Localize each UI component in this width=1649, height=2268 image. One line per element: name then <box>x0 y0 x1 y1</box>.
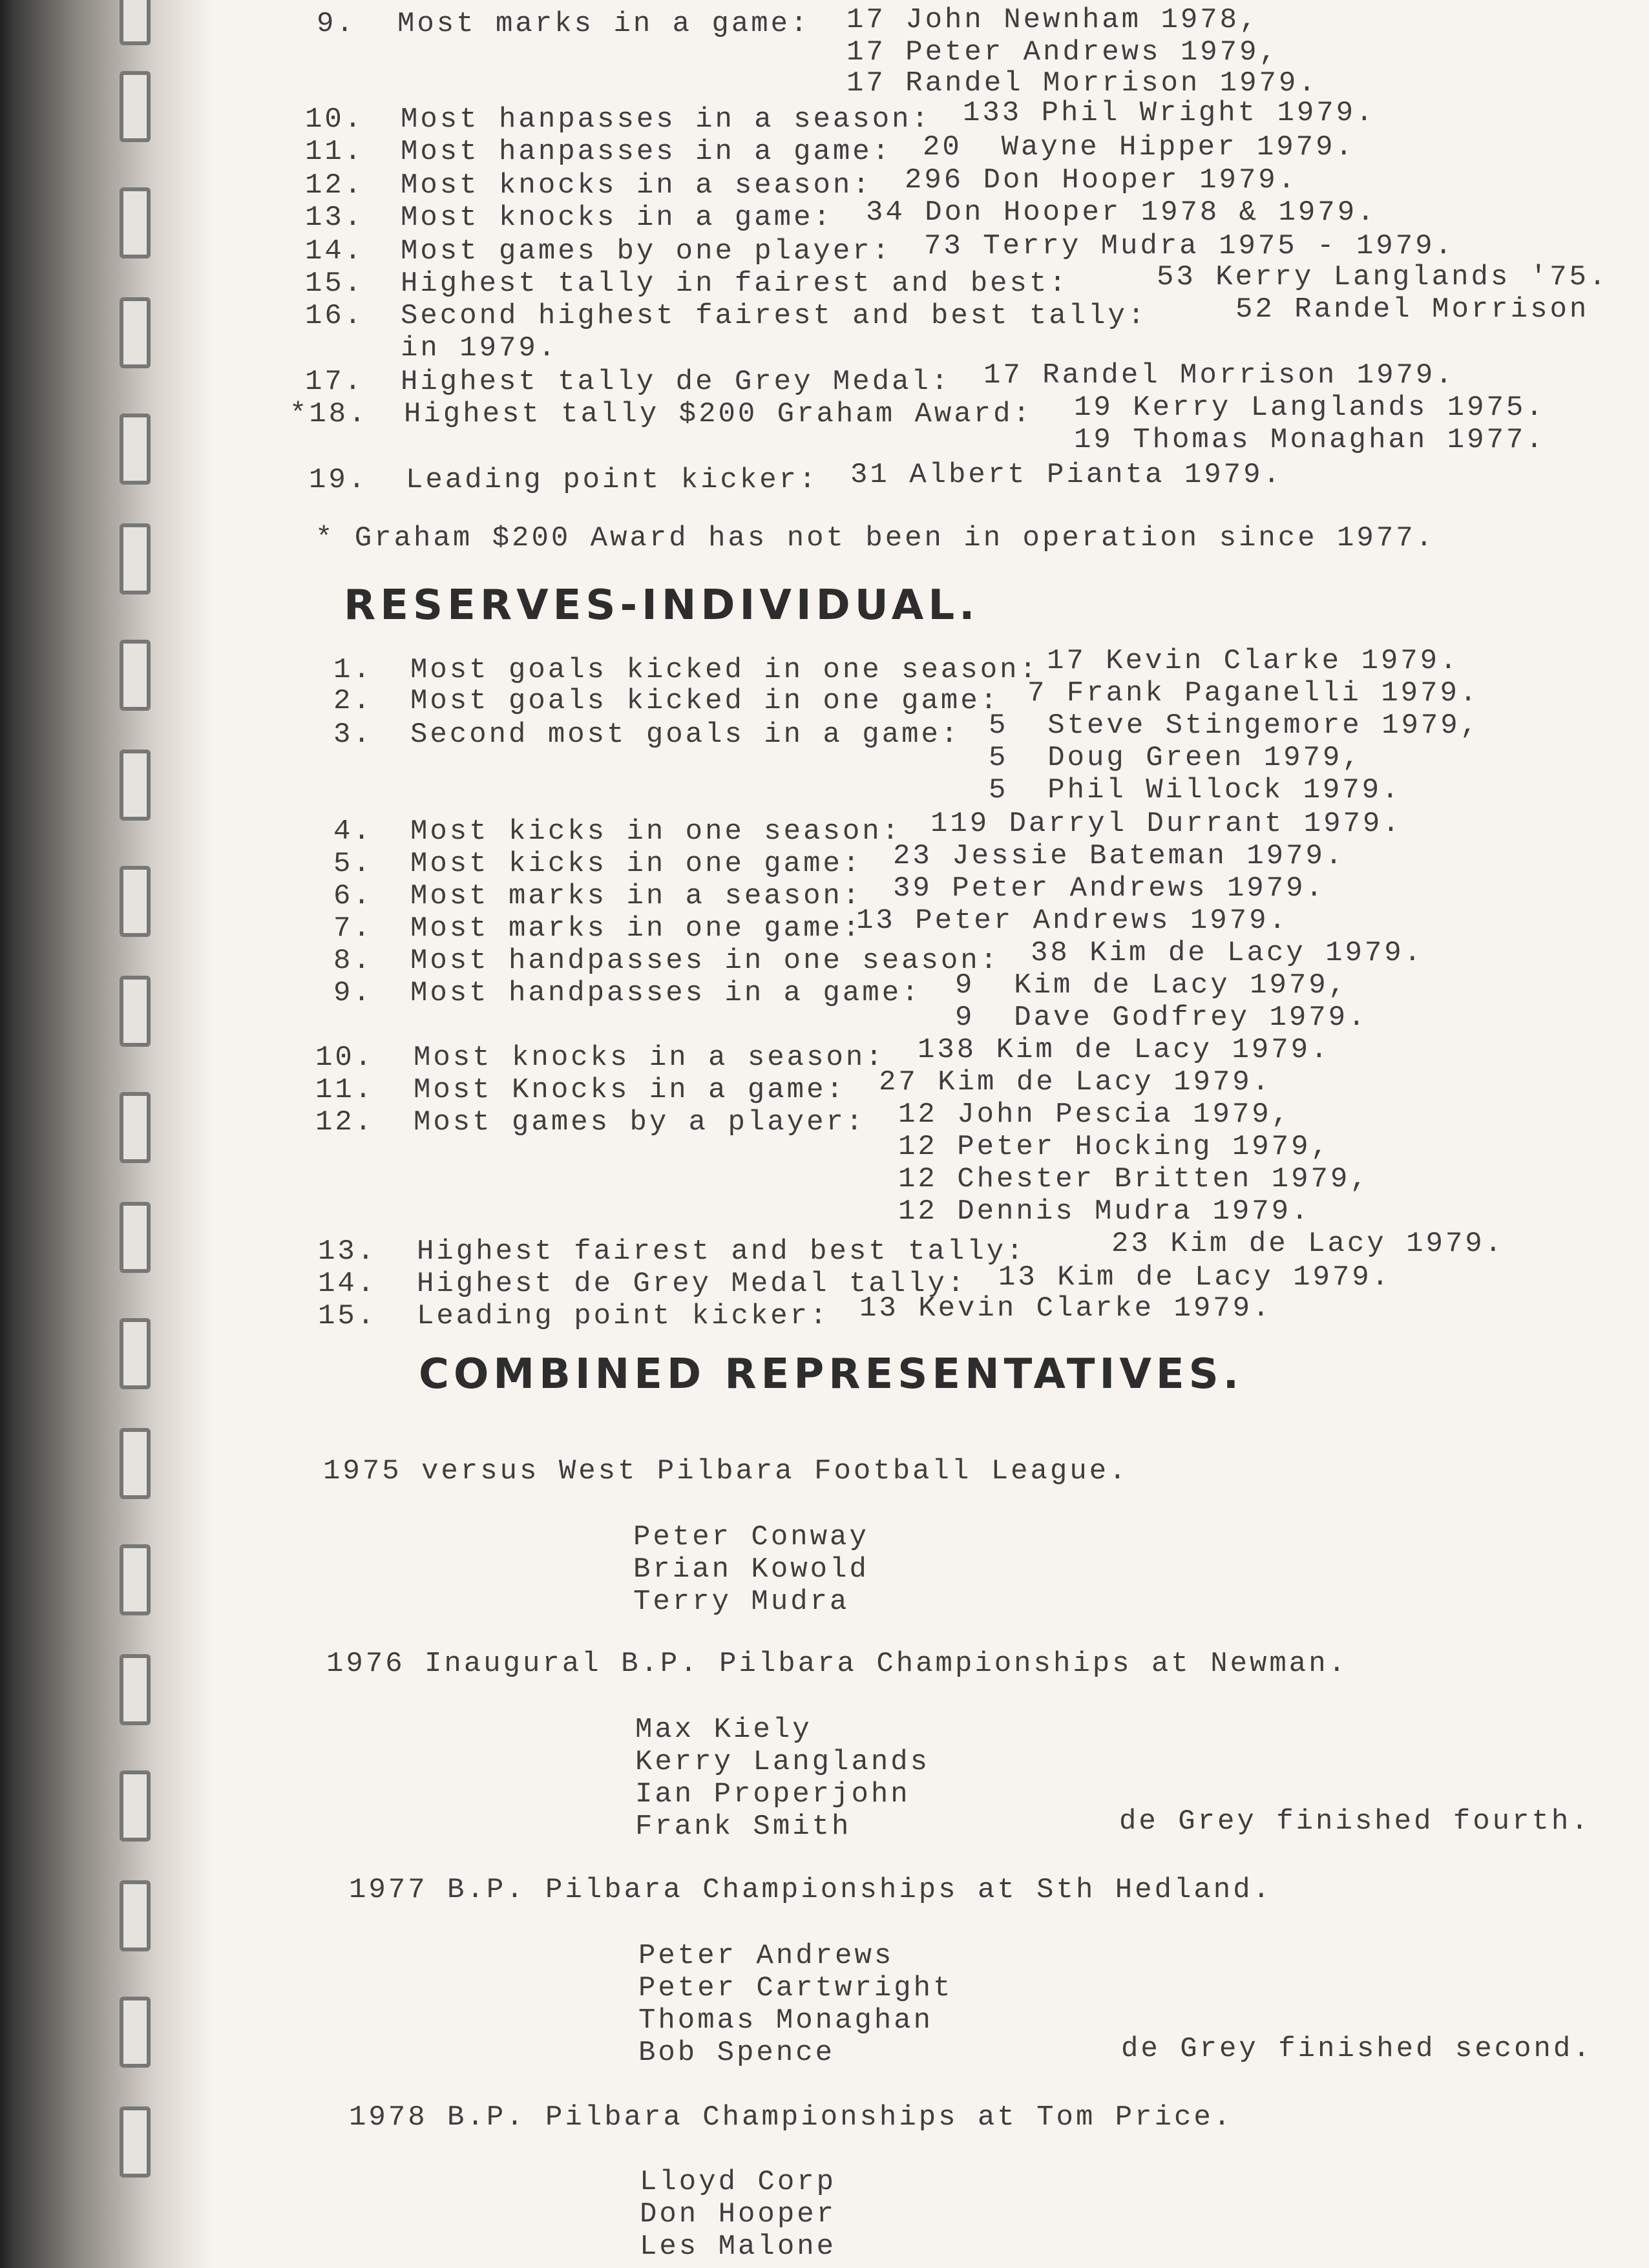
record-number: 7. <box>333 912 373 945</box>
rep-event-title: 1978 B.P. Pilbara Championships at Tom Price. <box>349 2101 1234 2134</box>
record-label: Most knocks in a season: <box>401 169 872 202</box>
record-value: 12 John Pescia 1979, <box>898 1098 1292 1131</box>
record-number: 14. <box>318 1268 377 1300</box>
record-label: Most marks in a season: <box>410 880 863 912</box>
rep-player: Lloyd Corp <box>640 2166 837 2198</box>
record-label: Most marks in a game: <box>397 8 810 40</box>
binding-ring <box>120 0 151 45</box>
binding-ring <box>120 750 151 821</box>
record-number: 11. <box>305 136 364 168</box>
rep-player: Don Hooper <box>640 2198 837 2231</box>
record-number: 19. <box>309 464 368 496</box>
record-number: 9. <box>317 8 356 40</box>
record-label: Highest tally $200 Graham Award: <box>404 398 1033 430</box>
record-value: 12 Dennis Mudra 1979. <box>898 1195 1311 1228</box>
record-label: Most kicks in one game: <box>410 848 863 880</box>
record-value: 53 Kerry Langlands '75. <box>1157 261 1609 293</box>
binding-ring <box>120 1544 151 1615</box>
record-value: 19 Kerry Langlands 1975. <box>1074 392 1546 424</box>
rep-player: Brian Kowold <box>633 1553 869 1586</box>
record-value: 17 Randel Morrison 1979. <box>846 67 1318 100</box>
record-value: 7 Frank Paganelli 1979. <box>1027 677 1480 709</box>
binding-ring <box>120 1770 151 1842</box>
binding-ring <box>120 71 151 142</box>
record-value: 23 Jessie Bateman 1979. <box>893 840 1345 872</box>
binding-ring <box>120 414 151 485</box>
record-value: 23 Kim de Lacy 1979. <box>1111 1228 1505 1260</box>
record-value: 73 Terry Mudra 1975 - 1979. <box>924 230 1455 262</box>
binding-ring <box>120 187 151 258</box>
binding-ring <box>120 1880 151 1951</box>
record-label: Most hanpasses in a season: <box>401 103 931 136</box>
rep-event-title: 1977 B.P. Pilbara Championships at Sth Hedland. <box>349 1874 1273 1906</box>
record-label: Most games by a player: <box>414 1106 866 1139</box>
record-number: 6. <box>333 880 373 912</box>
record-value: 17 Randel Morrison 1979. <box>983 359 1455 392</box>
rep-player: Bob Spence <box>638 2037 835 2069</box>
record-label: Highest tally in fairest and best: <box>401 268 1069 300</box>
record-value: 13 Peter Andrews 1979. <box>856 905 1288 937</box>
rep-player: Peter Andrews <box>638 1940 894 1972</box>
record-value: 39 Peter Andrews 1979. <box>893 872 1325 905</box>
record-number: 2. <box>333 685 373 717</box>
record-continuation: in 1979. <box>401 332 558 364</box>
rep-player: Peter Cartwright <box>638 1972 953 2004</box>
record-value: 17 Peter Andrews 1979, <box>846 36 1279 68</box>
record-label: Most goals kicked in one season: <box>410 654 1039 686</box>
record-value: 27 Kim de Lacy 1979. <box>879 1066 1272 1098</box>
record-number: 8. <box>333 945 373 977</box>
record-value: 20 Wayne Hipper 1979. <box>923 131 1355 163</box>
rep-player: Frank Smith <box>635 1811 852 1843</box>
record-number: 5. <box>333 848 373 880</box>
spiral-binding <box>120 0 158 2268</box>
record-value: 17 John Newnham 1978, <box>846 4 1259 36</box>
binding-ring <box>120 976 151 1047</box>
record-label: Most handpasses in one season: <box>410 945 1000 977</box>
binding-ring <box>120 866 151 937</box>
record-value: 12 Chester Britten 1979, <box>898 1163 1370 1195</box>
record-number: 3. <box>333 719 373 751</box>
binding-ring <box>120 523 151 594</box>
record-value: 138 Kim de Lacy 1979. <box>918 1034 1330 1066</box>
binding-ring <box>120 1092 151 1163</box>
record-value: 119 Darryl Durrant 1979. <box>930 808 1402 840</box>
reserves-heading: RESERVES-INDIVIDUAL. <box>344 582 980 629</box>
record-label: Most kicks in one season: <box>410 815 902 848</box>
binding-ring <box>120 1997 151 2068</box>
record-number: *18. <box>289 398 368 430</box>
record-label: Most handpasses in a game: <box>410 977 921 1009</box>
page-binding-shadow <box>0 0 213 2268</box>
record-label: Leading point kicker: <box>417 1300 830 1332</box>
record-value: 12 Peter Hocking 1979, <box>898 1131 1330 1163</box>
record-value: 9 Dave Godfrey 1979. <box>955 1002 1368 1034</box>
record-number: 12. <box>305 169 364 202</box>
binding-ring <box>120 640 151 711</box>
record-label: Highest tally de Grey Medal: <box>401 366 951 398</box>
rep-player: Peter Conway <box>633 1521 869 1553</box>
record-number: 10. <box>315 1042 375 1074</box>
record-value: 5 Doug Green 1979, <box>989 742 1362 774</box>
record-number: 17. <box>305 366 364 398</box>
record-value: 13 Kim de Lacy 1979. <box>998 1261 1392 1294</box>
record-number: 15. <box>318 1300 377 1332</box>
record-number: 11. <box>315 1074 375 1106</box>
record-label: Highest fairest and best tally: <box>417 1235 1026 1268</box>
record-label: Leading point kicker: <box>406 464 819 496</box>
record-label: Most marks in one game: <box>410 912 863 945</box>
record-label: Highest de Grey Medal tally: <box>417 1268 967 1300</box>
footnote: * Graham $200 Award has not been in operation since 1977. <box>315 522 1436 554</box>
record-value: 13 Kevin Clarke 1979. <box>859 1292 1272 1325</box>
record-value: 34 Don Hooper 1978 & 1979. <box>866 196 1377 229</box>
record-number: 12. <box>315 1106 375 1139</box>
rep-event-title: 1975 versus West Pilbara Football League. <box>323 1455 1129 1487</box>
binding-ring <box>120 1654 151 1725</box>
record-number: 10. <box>305 103 364 136</box>
combined-heading: COMBINED REPRESENTATIVES. <box>419 1350 1243 1398</box>
record-label: Most knocks in a game: <box>401 202 833 234</box>
record-value: 17 Kevin Clarke 1979. <box>1047 645 1460 677</box>
rep-player: Ian Properjohn <box>635 1778 910 1811</box>
record-number: 13. <box>318 1235 377 1268</box>
record-number: 14. <box>305 235 364 268</box>
rep-result-note: de Grey finished fourth. <box>1119 1805 1591 1838</box>
record-value: 133 Phil Wright 1979. <box>963 97 1376 129</box>
record-number: 13. <box>305 202 364 234</box>
rep-player: Les Malone <box>640 2231 837 2263</box>
rep-player: Max Kiely <box>635 1714 812 1746</box>
record-value: 38 Kim de Lacy 1979. <box>1031 937 1424 969</box>
binding-ring <box>120 1428 151 1499</box>
record-label: Most games by one player: <box>401 235 892 268</box>
record-label: Most hanpasses in a game: <box>401 136 892 168</box>
record-label: Second most goals in a game: <box>410 719 961 751</box>
record-value: 5 Steve Stingemore 1979, <box>989 709 1480 742</box>
binding-ring <box>120 2106 151 2178</box>
rep-player: Terry Mudra <box>633 1586 850 1618</box>
record-number: 9. <box>333 977 373 1009</box>
record-number: 15. <box>305 268 364 300</box>
rep-player: Kerry Langlands <box>635 1746 930 1778</box>
record-value: 52 Randel Morrison <box>1235 293 1590 326</box>
rep-player: Thomas Monaghan <box>638 2004 934 2037</box>
record-value: 9 Kim de Lacy 1979, <box>955 969 1349 1002</box>
binding-ring <box>120 1202 151 1273</box>
record-number: 4. <box>333 815 373 848</box>
record-value: 296 Don Hooper 1979. <box>905 164 1298 196</box>
record-value: 31 Albert Pianta 1979. <box>850 459 1283 491</box>
binding-ring <box>120 297 151 368</box>
record-value: 5 Phil Willock 1979. <box>989 774 1402 806</box>
binding-ring <box>120 1318 151 1389</box>
record-value: 19 Thomas Monaghan 1977. <box>1074 424 1546 456</box>
record-label: Second highest fairest and best tally: <box>401 300 1148 332</box>
rep-event-title: 1976 Inaugural B.P. Pilbara Championships at Newman. <box>326 1648 1349 1680</box>
record-label: Most Knocks in a game: <box>414 1074 846 1106</box>
record-label: Most knocks in a season: <box>414 1042 885 1074</box>
record-label: Most goals kicked in one game: <box>410 685 1000 717</box>
record-number: 16. <box>305 300 364 332</box>
record-number: 1. <box>333 654 373 686</box>
rep-result-note: de Grey finished second. <box>1121 2033 1593 2065</box>
